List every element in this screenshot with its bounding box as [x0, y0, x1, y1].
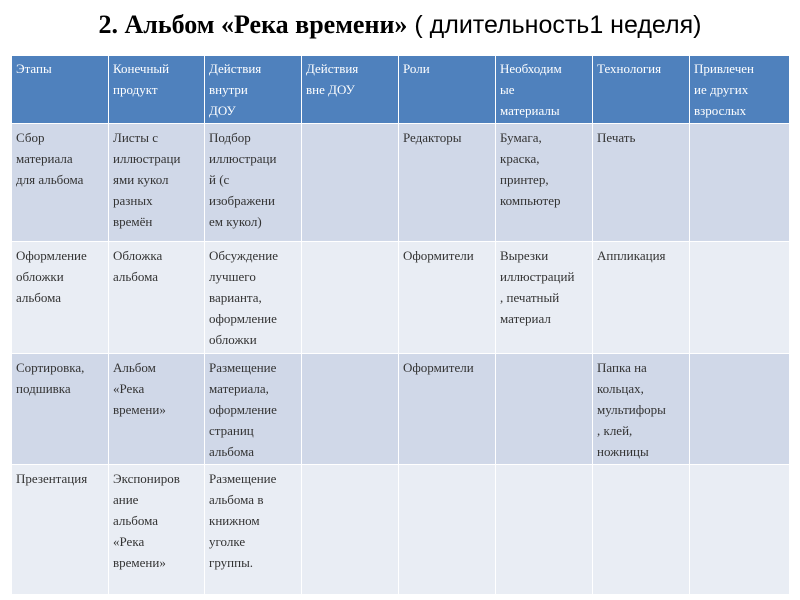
- table-cell: [12, 354, 109, 465]
- cell-line: Редакторы: [403, 130, 462, 145]
- table-cell: [399, 242, 496, 354]
- cell-line: кольцах,: [597, 381, 644, 396]
- header-line: Конечный: [113, 61, 170, 76]
- cell-line: для альбома: [16, 172, 84, 187]
- cell-line: Размещение: [209, 360, 277, 375]
- cell-line: обложки: [16, 269, 64, 284]
- header-line: взрослых: [694, 103, 747, 118]
- table-cell: [690, 354, 790, 465]
- table-cell: [496, 354, 593, 465]
- header-line: продукт: [113, 82, 158, 97]
- cell-line: обложки: [209, 332, 257, 347]
- table-cell: [302, 354, 399, 465]
- table-cell: [205, 242, 302, 354]
- cell-line: й (с: [209, 172, 230, 187]
- cell-line: альбома: [113, 513, 159, 528]
- cell-line: Обсуждение: [209, 248, 278, 263]
- header-line: Технология: [597, 61, 662, 76]
- cell-line: ножницы: [597, 444, 649, 459]
- cell-line: иллюстраци: [113, 151, 181, 166]
- table-cell: [12, 465, 109, 595]
- cell-line: альбома в: [209, 492, 264, 507]
- table-cell: [109, 124, 205, 242]
- cell-line: Экспониров: [113, 471, 180, 486]
- cell-line: Папка на: [597, 360, 647, 375]
- header-line: внутри: [209, 82, 248, 97]
- cell-line: Оформители: [403, 360, 474, 375]
- cell-line: альбома: [209, 444, 255, 459]
- cell-line: страниц: [209, 423, 254, 438]
- cell-line: изображени: [209, 193, 275, 208]
- column-header: [302, 56, 399, 124]
- cell-line: Сортировка,: [16, 360, 85, 375]
- table-cell: [205, 354, 302, 465]
- cell-line: иллюстраций: [500, 269, 575, 284]
- table-cell: [109, 465, 205, 595]
- header-row: [12, 56, 790, 124]
- cell-line: Листы с: [113, 130, 158, 145]
- cell-line: альбома: [113, 269, 159, 284]
- cell-line: разных: [113, 193, 153, 208]
- cell-line: «Река: [113, 534, 145, 549]
- title-duration: ( длительность1 неделя): [407, 11, 702, 39]
- cell-line: Сбор: [16, 130, 45, 145]
- table-cell: [496, 465, 593, 595]
- table-cell: [399, 354, 496, 465]
- cell-line: материала,: [209, 381, 269, 396]
- table-cell: [302, 124, 399, 242]
- column-header: [12, 56, 109, 124]
- cell-line: , клей,: [597, 423, 633, 438]
- table-cell: [302, 465, 399, 595]
- table-cell: [593, 242, 690, 354]
- table-cell: [205, 124, 302, 242]
- column-header: [399, 56, 496, 124]
- cell-line: компьютер: [500, 193, 561, 208]
- cell-line: подшивка: [16, 381, 71, 396]
- cell-line: оформление: [209, 311, 277, 326]
- table-cell: [12, 124, 109, 242]
- header-line: вне ДОУ: [306, 82, 355, 97]
- table-cell: [593, 465, 690, 595]
- table-cell: [690, 242, 790, 354]
- cell-line: Оформители: [403, 248, 474, 263]
- cell-line: Оформление: [16, 248, 87, 263]
- project-plan-table: [11, 55, 790, 595]
- cell-line: Вырезки: [500, 248, 549, 263]
- cell-line: времени»: [113, 555, 166, 570]
- table-cell: [690, 124, 790, 242]
- table-cell: [399, 465, 496, 595]
- cell-line: книжном: [209, 513, 260, 528]
- header-line: ые: [500, 82, 515, 97]
- cell-line: мультифоры: [597, 402, 666, 417]
- table-cell: [205, 465, 302, 595]
- table-cell: [496, 242, 593, 354]
- header-line: Привлечен: [694, 61, 755, 76]
- cell-line: Обложка: [113, 248, 163, 263]
- cell-line: ание: [113, 492, 139, 507]
- cell-line: ем кукол): [209, 214, 262, 229]
- cell-line: альбома: [16, 290, 62, 305]
- cell-line: уголке: [209, 534, 246, 549]
- cell-line: Аппликация: [597, 248, 666, 263]
- title-main: 2. Альбом «Река времени»: [98, 10, 408, 39]
- page-title: [0, 10, 800, 40]
- table-row: [12, 354, 790, 465]
- header-line: Этапы: [16, 61, 52, 76]
- cell-line: Альбом: [113, 360, 156, 375]
- table-row: [12, 465, 790, 595]
- table-cell: [593, 124, 690, 242]
- table-body: [12, 124, 790, 595]
- cell-line: лучшего: [209, 269, 256, 284]
- header-line: материалы: [500, 103, 560, 118]
- column-header: [109, 56, 205, 124]
- table-cell: [496, 124, 593, 242]
- cell-line: Бумага,: [500, 130, 542, 145]
- table-cell: [302, 242, 399, 354]
- cell-line: времён: [113, 214, 153, 229]
- table-cell: [109, 354, 205, 465]
- header-line: Действия: [209, 61, 262, 76]
- cell-line: Подбор: [209, 130, 251, 145]
- table-cell: [109, 242, 205, 354]
- column-header: [205, 56, 302, 124]
- table-row: [12, 124, 790, 242]
- cell-line: , печатный: [500, 290, 560, 305]
- cell-line: «Река: [113, 381, 145, 396]
- cell-line: краска,: [500, 151, 540, 166]
- cell-line: ями кукол: [113, 172, 169, 187]
- cell-line: Печать: [597, 130, 636, 145]
- cell-line: Презентация: [16, 471, 88, 486]
- header-line: ДОУ: [209, 103, 236, 118]
- table-cell: [593, 354, 690, 465]
- cell-line: времени»: [113, 402, 166, 417]
- header-line: Роли: [403, 61, 430, 76]
- cell-line: материал: [500, 311, 551, 326]
- table-cell: [399, 124, 496, 242]
- column-header: [593, 56, 690, 124]
- cell-line: иллюстраци: [209, 151, 277, 166]
- header-line: Действия: [306, 61, 359, 76]
- cell-line: принтер,: [500, 172, 549, 187]
- header-line: Необходим: [500, 61, 562, 76]
- cell-line: Размещение: [209, 471, 277, 486]
- column-header: [690, 56, 790, 124]
- cell-line: оформление: [209, 402, 277, 417]
- column-header: [496, 56, 593, 124]
- cell-line: материала: [16, 151, 73, 166]
- cell-line: варианта,: [209, 290, 262, 305]
- table-cell: [12, 242, 109, 354]
- table-cell: [690, 465, 790, 595]
- cell-line: группы.: [209, 555, 254, 570]
- header-line: ие других: [694, 82, 749, 97]
- table-row: [12, 242, 790, 354]
